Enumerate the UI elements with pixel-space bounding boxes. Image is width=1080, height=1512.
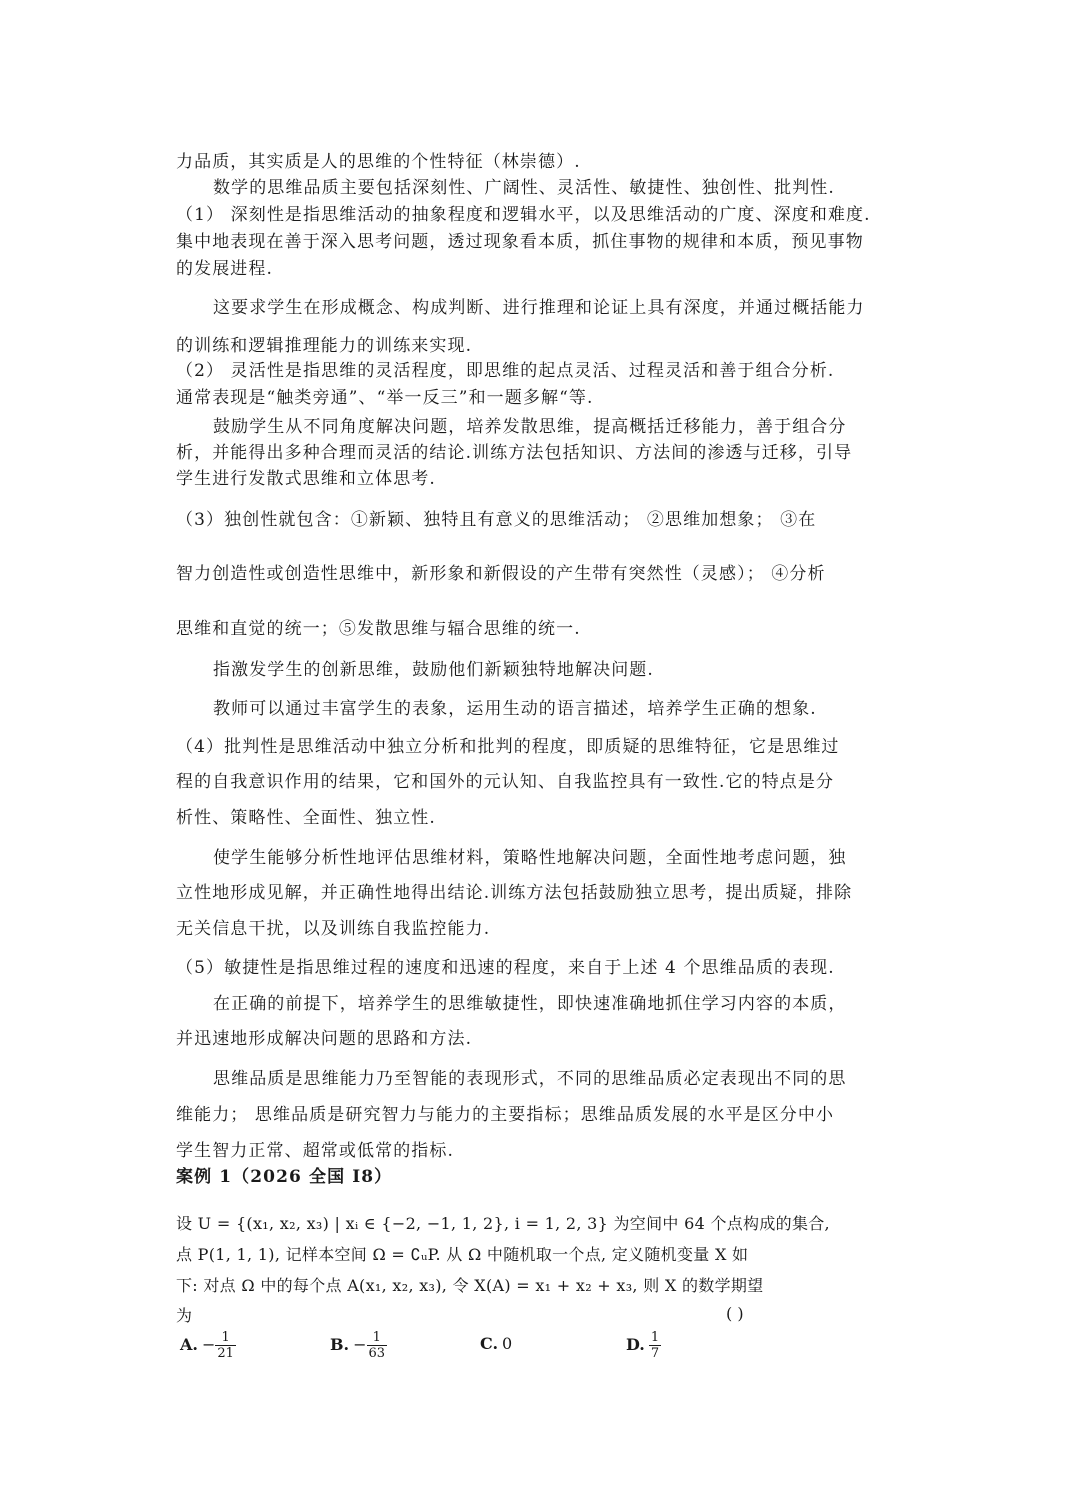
fraction-numerator: 1 <box>650 1330 660 1345</box>
paragraph-line: 并迅速地形成解决问题的思路和方法. <box>176 1029 473 1049</box>
option-key: C. <box>480 1334 499 1353</box>
option-sign: − <box>201 1335 216 1354</box>
paragraph-line: 思维品质是思维能力乃至智能的表现形式，不同的思维品质必定表现出不同的思 <box>213 1069 847 1089</box>
paragraph-line: 析性、策略性、全面性、独立性. <box>176 808 436 828</box>
case-title: 案例 1（2026 全国 I8） <box>176 1167 393 1187</box>
paragraph-line: 思维和直觉的统一；⑤发散思维与辐合思维的统一. <box>176 619 581 639</box>
problem-line: 下: 对点 Ω 中的每个点 A(x₁, x₂, x₃), 令 X(A) = x₁ + x₂ + x₃, 则 X 的数学期望 <box>176 1276 764 1295</box>
answer-blank: ( ) <box>726 1304 744 1323</box>
paragraph-line: 维能力； 思维品质是研究智力与能力的主要指标；思维品质发展的水平是区分中小 <box>176 1105 835 1125</box>
fraction-denominator: 63 <box>368 1346 386 1361</box>
option-key: A. <box>180 1335 198 1354</box>
paragraph-line: 立性地形成见解，并正确性地得出结论.训练方法包括鼓励独立思考，提出质疑，排除 <box>176 883 853 903</box>
paragraph-line: 集中地表现在善于深入思考问题，透过现象看本质，抓住事物的规律和本质，预见事物 <box>176 232 864 252</box>
fraction-denominator: 21 <box>217 1346 234 1361</box>
option-key: D. <box>626 1335 645 1354</box>
option-fraction <box>215 1330 236 1361</box>
paragraph-line: 在正确的前提下，培养学生的思维敏捷性，即快速准确地抓住学习内容的本质， <box>213 994 847 1014</box>
paragraph-line: 指激发学生的创新思维，鼓励他们新颖独特地解决问题. <box>213 660 654 680</box>
problem-line: 点 P(1, 1, 1), 记样本空间 Ω = ∁ᵤP. 从 Ω 中随机取一个点, 定义随机变量 X 如 <box>176 1245 749 1264</box>
fraction-denominator: 7 <box>650 1346 660 1361</box>
paragraph-line: 程的自我意识作用的结果，它和国外的元认知、自我监控具有一致性.它的特点是分 <box>176 772 835 792</box>
paragraph-line: 智力创造性或创造性思维中，新形象和新假设的产生带有突然性（灵感）； ④分析 <box>176 564 826 584</box>
paragraph-line: （5）敏捷性是指思维过程的速度和迅速的程度，来自于上述 4 个思维品质的表现. <box>176 958 835 978</box>
paragraph-line: 无关信息干扰，以及训练自我监控能力. <box>176 919 491 939</box>
paragraph-line: 的发展进程. <box>176 259 274 279</box>
option-d <box>626 1330 661 1361</box>
paragraph-line: 这要求学生在形成概念、构成判断、进行推理和论证上具有深度，并通过概括能力 <box>213 298 865 318</box>
option-fraction <box>367 1330 388 1361</box>
paragraph-line: 学生进行发散式思维和立体思考. <box>176 469 436 489</box>
paragraph-line: 学生智力正常、超常或低常的指标. <box>176 1141 455 1161</box>
paragraph-line: 力品质，其实质是人的思维的个性特征（林崇德）. <box>176 152 581 172</box>
option-c <box>480 1334 512 1353</box>
problem-line: 为 <box>176 1306 193 1325</box>
paragraph-line: （1） 深刻性是指思维活动的抽象程度和逻辑水平，以及思维活动的广度、深度和难度. <box>176 205 871 225</box>
fraction-numerator: 1 <box>367 1330 388 1346</box>
paragraph-line: 鼓励学生从不同角度解决问题，培养发散思维，提高概括迁移能力，善于组合分 <box>213 417 847 437</box>
paragraph-line: 使学生能够分析性地评估思维材料，策略性地解决问题，全面性地考虑问题，独 <box>213 848 847 868</box>
paragraph-line: （3）独创性就包含：①新颖、独特且有意义的思维活动； ②思维加想象； ③在 <box>176 510 817 530</box>
problem-line: 设 U = {(x₁, x₂, x₃) | xᵢ ∈ {−2, −1, 1, 2}, i = 1, 2, 3} 为空间中 64 个点构成的集合, <box>176 1214 830 1233</box>
paragraph-line: 的训练和逻辑推理能力的训练来实现. <box>176 336 473 356</box>
option-b <box>330 1330 387 1361</box>
option-key: B. <box>330 1335 350 1354</box>
option-value: 0 <box>502 1334 513 1353</box>
paragraph-line: 教师可以通过丰富学生的表象，运用生动的语言描述，培养学生正确的想象. <box>213 699 817 719</box>
option-a <box>180 1330 236 1361</box>
option-sign: − <box>353 1335 367 1354</box>
paragraph-line: 数学的思维品质主要包括深刻性、广阔性、灵活性、敏捷性、独创性、批判性. <box>213 178 835 198</box>
option-fraction <box>649 1330 661 1361</box>
paragraph-line: 通常表现是“触类旁通”、“举一反三”和一题多解“等. <box>176 388 594 408</box>
fraction-numerator: 1 <box>215 1330 236 1346</box>
paragraph-line: 析，并能得出多种合理而灵活的结论.训练方法包括知识、方法间的渗透与迁移，引导 <box>176 443 853 463</box>
paragraph-line: （2） 灵活性是指思维的灵活程度，即思维的起点灵活、过程灵活和善于组合分析. <box>176 361 835 381</box>
paragraph-line: （4）批判性是思维活动中独立分析和批判的程度，即质疑的思维特征，它是思维过 <box>176 737 840 757</box>
